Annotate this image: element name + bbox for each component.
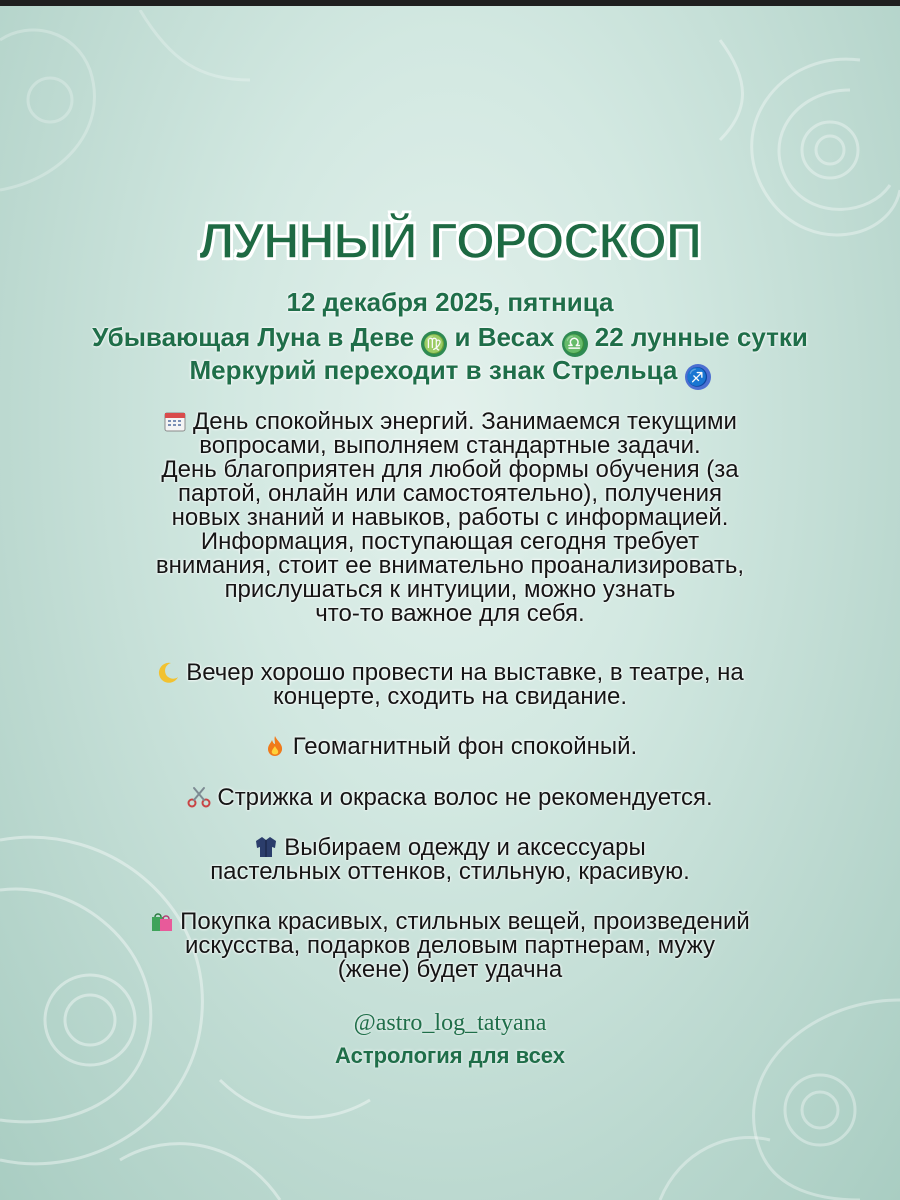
moon-phase-line [0,322,900,357]
lunar-day-text: 22 лунные сутки [594,322,808,352]
shopping-line-1: Покупка красивых, стильных вещей, произведений [0,910,900,934]
page-title: ЛУННЫЙ ГОРОСКОП [199,213,701,269]
shopping-section [0,910,900,982]
date-line: 12 декабря 2025, пятница [286,287,614,317]
fire-icon [263,735,287,757]
calendar-icon [163,410,187,432]
day-line-1: День спокойных энергий. Занимаемся текущими [0,410,900,434]
geomagnetic-section [0,735,900,759]
virgo-sign-icon: ♍ [421,331,447,357]
scissors-icon [187,786,211,808]
day-line-4: партой, онлайн или самостоятельно), получения [177,480,723,507]
evening-section [0,661,900,709]
libra-sign-icon: ♎ [562,331,588,357]
haircut-line-1: Стрижка и окраска волос не рекомендуется. [0,786,900,810]
day-line-6: Информация, поступающая сегодня требует [200,528,700,555]
day-line-3: День благоприятен для любой формы обучения (за [161,456,739,483]
geomagnetic-line-1: Геомагнитный фон спокойный. [0,735,900,759]
shopping-line-3: (жене) будет удачна [337,956,563,983]
evening-line-1: Вечер хорошо провести на выставке, в театре, на [0,661,900,685]
day-section [0,410,900,626]
shopping-bags-icon [150,910,174,932]
day-line-8: прислушаться к интуиции, можно узнать [224,576,676,603]
day-line-5: новых знаний и навыков, работы с информацией. [171,504,729,531]
mercury-line [0,355,900,390]
sagittarius-sign-icon: ♐ [685,364,711,390]
author-tagline: Астрология для всех [335,1043,565,1068]
evening-line-2: концерте, сходить на свидание. [273,683,627,710]
haircut-section [0,786,900,810]
mercury-text: Меркурий переходит в знак Стрельца [189,355,678,385]
clothes-line-1: Выбираем одежду и аксессуары [0,836,900,860]
day-line-9: что-то важное для себя. [315,600,585,627]
moon-phase-text-a: Убывающая Луна в Деве [92,322,415,352]
clothes-line-2: пастельных оттенков, стильную, красивую. [210,858,690,885]
crescent-moon-icon [156,661,180,683]
moon-phase-text-b: и Весах [454,322,555,352]
clothes-section [0,836,900,884]
author-handle: @astro_log_tatyana [353,1010,547,1036]
day-line-2: вопросами, выполняем стандартные задачи. [199,432,701,459]
shopping-line-2: искусства, подарков деловым партнерам, мужу [184,932,716,959]
coat-icon [254,836,278,858]
day-line-7: внимания, стоит ее внимательно проанализировать, [155,552,745,579]
